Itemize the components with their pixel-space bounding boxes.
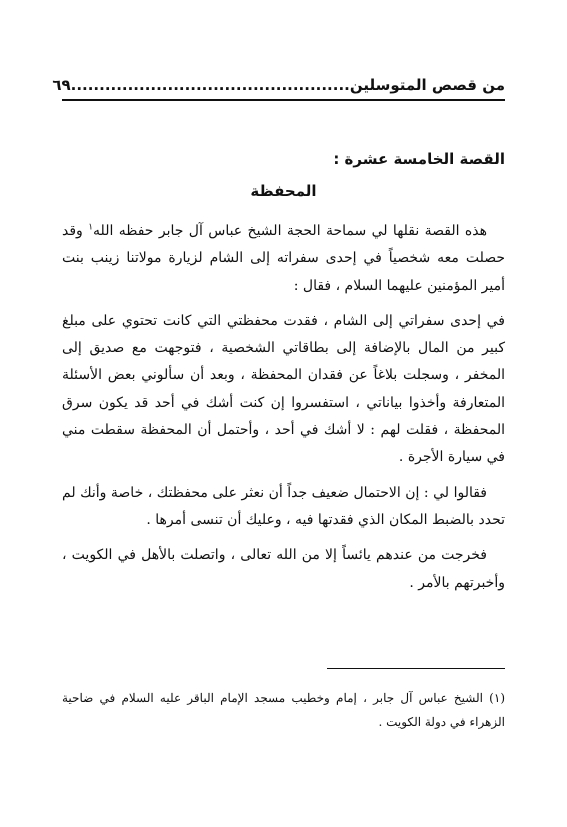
story-title: المحفظة [250, 182, 317, 200]
paragraph-police-reply: فقالوا لي : إن الاحتمال ضعيف جداً أن نعثر على محفظتك ، خاصة وأنك لم تحدد بالضبط المكان الذي فقدتها فيه ، وعليك أن تنسى أمرها . [62, 484, 505, 528]
paragraph-departure: فخرجت من عندهم يائساً إلا من الله تعالى ، واتصلت بالأهل في الكويت ، وأخبرتهم بالأمر . [62, 547, 505, 591]
paragraph-intro-text: هذه القصة نقلها لي سماحة الحجة الشيخ عباس آل جابر حفظه الله [93, 223, 487, 239]
paragraph-narrative: في إحدى سفراتي إلى الشام ، فقدت محفظتي التي كانت تحتوي على مبلغ كبير من المال بالإضافة إلى بطاقاتي الشخصية ، فتوجهت مع صديق إلى المخفر ، وسجلت بلاغاً عن فقدان المحفظة ، وبعد أن سألوني بعض الأسئلة المتعارفة وأخذوا بياناتي ، استفسروا إن كنت أشك في أحد قد يكون سرق المحفظة ، فقلت لهم : لا أشك في أحد ، وأحتمل أن المحفظة سقطت مني في سيارة الأجرة . [62, 312, 505, 466]
footnote [62, 686, 505, 734]
footnote-text: (١) الشيخ عباس آل جابر ، إمام وخطيب مسجد الإمام الباقر عليه السلام في ضاحية الزهراء في دولة الكويت . [62, 691, 505, 729]
footnote-reference: ١ [88, 222, 94, 233]
story-number-heading: القصة الخامسة عشرة : [333, 150, 505, 168]
running-header: من قصص المتوسلين.................................................٦٩ [52, 76, 505, 94]
paragraph-intro [62, 218, 505, 300]
paragraph-intro-continuation: وقد حصلت معه شخصياً في إحدى سفراته إلى الشام لزيارة مولاتنا زينب بنت أمير المؤمنين عليهما السلام ، فقال : [62, 223, 505, 294]
story-body [62, 218, 505, 605]
footnote-divider [327, 668, 505, 669]
header-divider [62, 99, 505, 101]
